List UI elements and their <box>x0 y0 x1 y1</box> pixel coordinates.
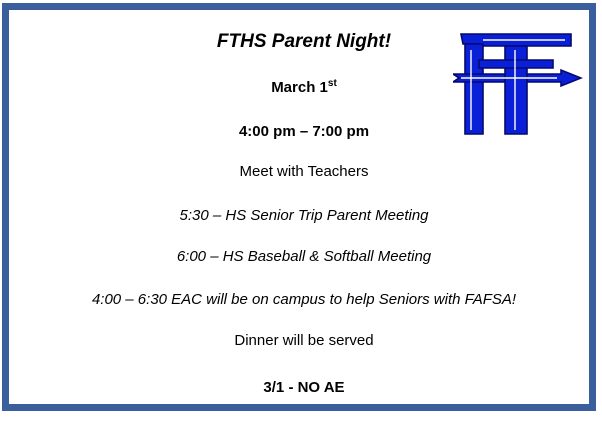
footer-note: 3/1 - NO AE <box>263 379 345 396</box>
ft-monogram-logo-icon <box>453 30 583 144</box>
flyer-frame <box>2 3 596 411</box>
event-title: FTHS Parent Night! <box>216 31 392 52</box>
event-date-suffix: st <box>327 78 337 89</box>
schedule-item-fafsa: 4:00 – 6:30 EAC will be on campus to help Seniors with FAFSA! <box>91 291 517 308</box>
dinner-line: Dinner will be served <box>234 332 374 349</box>
schedule-item-baseball-softball: 6:00 – HS Baseball & Softball Meeting <box>176 248 432 265</box>
event-time-range: 4:00 pm – 7:00 pm <box>238 123 370 140</box>
event-date-main: March 1 <box>271 79 328 96</box>
schedule-item-senior-trip: 5:30 – HS Senior Trip Parent Meeting <box>179 207 429 224</box>
meet-teachers-line: Meet with Teachers <box>239 163 369 180</box>
